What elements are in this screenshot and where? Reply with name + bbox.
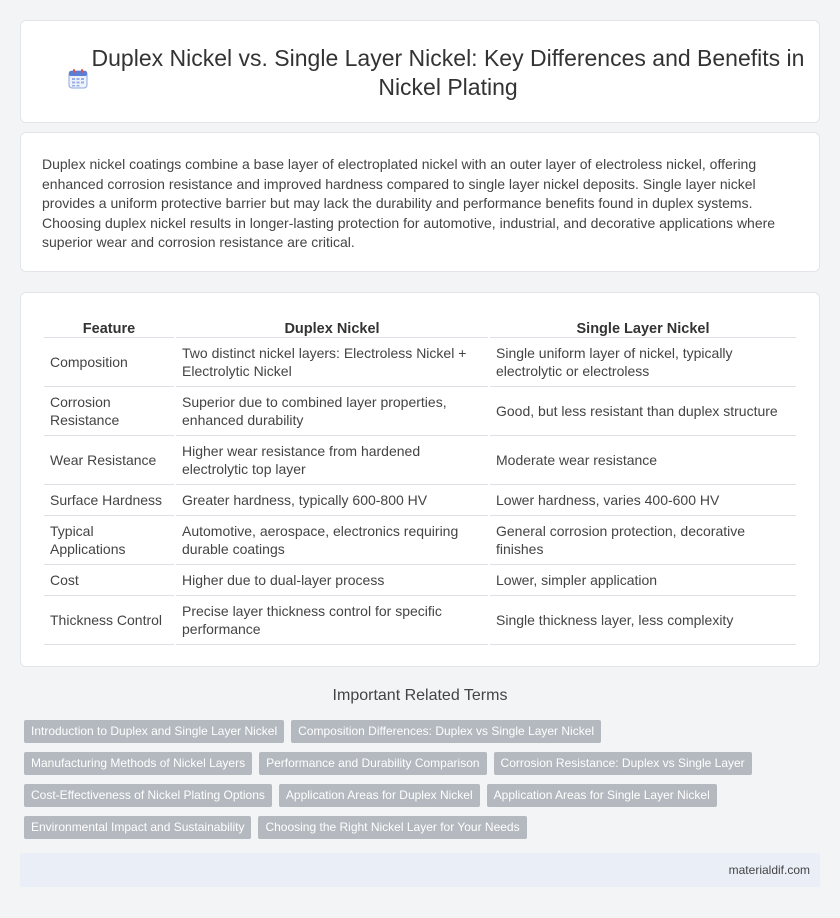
footer [20, 853, 820, 887]
cell-duplex: Two distinct nickel layers: Electroless Nickel + Electrolytic Nickel [176, 338, 488, 387]
related-term-tag[interactable]: Application Areas for Duplex Nickel [279, 784, 480, 807]
related-term-tag[interactable]: Composition Differences: Duplex vs Single Layer Nickel [291, 720, 601, 743]
header-single-layer-nickel: Single Layer Nickel [490, 315, 796, 338]
cell-single: Good, but less resistant than duplex structure [490, 387, 796, 436]
cell-single: General corrosion protection, decorative finishes [490, 516, 796, 565]
related-term-tag[interactable]: Application Areas for Single Layer Nickel [487, 784, 717, 807]
cell-duplex: Higher due to dual-layer process [176, 565, 488, 596]
cell-feature: Surface Hardness [44, 485, 174, 516]
cell-duplex: Superior due to combined layer properties, enhanced durability [176, 387, 488, 436]
related-term-tag[interactable]: Corrosion Resistance: Duplex vs Single Layer [494, 752, 752, 775]
table-row [44, 516, 796, 565]
related-term-tag[interactable]: Introduction to Duplex and Single Layer Nickel [24, 720, 284, 743]
table-row [44, 338, 796, 387]
related-term-tag[interactable]: Environmental Impact and Sustainability [24, 816, 251, 839]
related-terms-list [24, 720, 804, 839]
cell-duplex: Automotive, aerospace, electronics requiring durable coatings [176, 516, 488, 565]
cell-feature: Wear Resistance [44, 436, 174, 485]
header-duplex-nickel: Duplex Nickel [176, 315, 488, 338]
related-terms-heading: Important Related Terms [332, 687, 508, 704]
page-title: Duplex Nickel vs. Single Layer Nickel: Key Differences and Benefits in Nickel Plating [91, 45, 805, 100]
cell-single: Lower hardness, varies 400-600 HV [490, 485, 796, 516]
cell-feature: Cost [44, 565, 174, 596]
table-row [44, 596, 796, 645]
cell-duplex: Greater hardness, typically 600-800 HV [176, 485, 488, 516]
cell-feature: Composition [44, 338, 174, 387]
cell-duplex: Precise layer thickness control for specific performance [176, 596, 488, 645]
intro-card [20, 132, 820, 272]
cell-feature: Typical Applications [44, 516, 174, 565]
footer-site-link[interactable]: materialdif.com [728, 863, 810, 877]
calendar-icon [67, 68, 89, 90]
cell-duplex: Higher wear resistance from hardened electrolytic top layer [176, 436, 488, 485]
header-feature: Feature [44, 315, 174, 338]
cell-feature: Thickness Control [44, 596, 174, 645]
table-row [44, 436, 796, 485]
cell-single: Single uniform layer of nickel, typically electrolytic or electroless [490, 338, 796, 387]
comparison-table [42, 315, 798, 645]
cell-single: Single thickness layer, less complexity [490, 596, 796, 645]
table-row [44, 485, 796, 516]
related-term-tag[interactable]: Choosing the Right Nickel Layer for Your Needs [258, 816, 526, 839]
table-row [44, 565, 796, 596]
related-term-tag[interactable]: Cost-Effectiveness of Nickel Plating Options [24, 784, 272, 807]
cell-single: Lower, simpler application [490, 565, 796, 596]
title-card [20, 20, 820, 123]
comparison-table-card [20, 292, 820, 667]
related-term-tag[interactable]: Performance and Durability Comparison [259, 752, 486, 775]
cell-single: Moderate wear resistance [490, 436, 796, 485]
table-header-row [44, 315, 796, 338]
related-term-tag[interactable]: Manufacturing Methods of Nickel Layers [24, 752, 252, 775]
intro-paragraph: Duplex nickel coatings combine a base layer of electroplated nickel with an outer layer of electroless nickel, offering enhanced corrosion resistance and improved hardness compared to single layer nickel deposits. Single layer nickel provides a uniform protective barrier but may lack the durability and performance benefits found in duplex systems. Choosing duplex nickel results in longer-lasting protection for automotive, industrial, and decorative applications where superior wear and corrosion resistance are critical. [42, 156, 776, 251]
table-row [44, 387, 796, 436]
cell-feature: Corrosion Resistance [44, 387, 174, 436]
